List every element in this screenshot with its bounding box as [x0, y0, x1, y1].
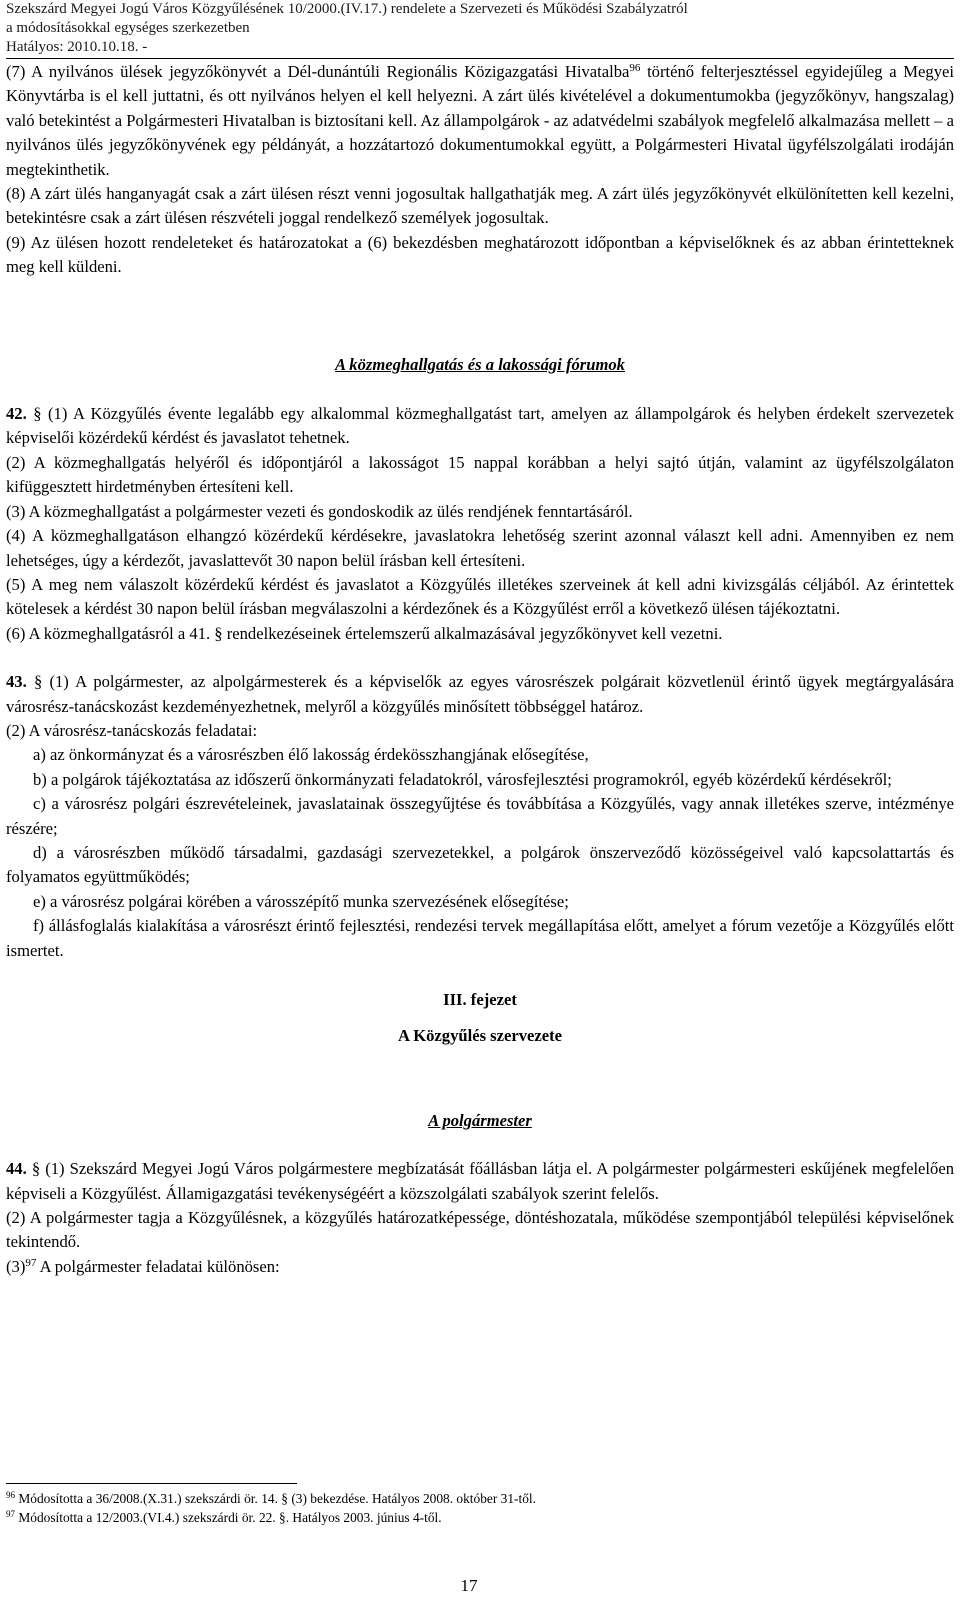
s42-paragraph-2: (2) A közmeghallgatás helyéről és időpontjáról a lakosságot 15 nappal korábban a helyi sajtó útján, valamint az ügyfélszolgálaton kifüggesztett hirdetményben értesíteni kell. — [6, 452, 954, 497]
footnote-ref-96[interactable]: 96 — [629, 62, 641, 74]
s43-item-f: f) állásfoglalás kialakítása a városrészt érintő fejlesztési, rendezési tervek megállapítása előtt, amelyet a fórum vezetője a Közgyűlés előtt ismertet. — [6, 916, 954, 960]
s44-paragraph-1: 44. § (1) Szekszárd Megyei Jogú Város polgármestere megbízatását főállásban látja el. A polgármester polgármesteri eskűjének megfelelően képviseli a Közgyűlést. Államigazgatási tevékenységéért a közszolgálati szabályok szerint felelős. — [6, 1159, 954, 1203]
header-subtitle: a módosításokkal egységes szerkezetben — [6, 20, 250, 36]
s43-item-a: a) az önkormányzat és a városrészben élő lakosság érdekösszhangjának elősegítése, — [33, 745, 589, 765]
s44-paragraph-2: (2) A polgármester tagja a Közgyűlésnek, a közgyűlés határozatképessége, döntéshozatala, működése szempontjából települési képviselőnek tekintendő. — [6, 1208, 954, 1252]
document-body — [6, 60, 954, 1279]
s42-paragraph-1: 42. § (1) A Közgyűlés évente legalább egy alkalommal közmeghallgatást tart, amelyen az állampolgárok és helyben érdekelt szervezetek képviselői közérdekű kérdést és javaslatot tehetnek. — [6, 404, 954, 448]
section-number-42: 42. — [6, 404, 27, 424]
s42-paragraph-4: (4) A közmeghallgatáson elhangzó közérdekű kérdésekre, javaslatokra lehetőség szerint azonnal választ kell adni. Amennyiben ez nem lehetséges, úgy a kérdezőt, javaslattevőt 30 napon belül írásban kell értesíteni. — [6, 526, 954, 570]
chapter-number: III. fejezet — [443, 990, 517, 1009]
section-number-44: 44. — [6, 1159, 27, 1179]
footnotes — [6, 1489, 954, 1527]
s43-paragraph-2: (2) A városrész-tanácskozás feladatai: — [6, 720, 258, 740]
header-title: Szekszárd Megyei Jogú Város Közgyűlésének 10/2000.(IV.17.) rendelete a Szervezeti és Működési Szabályzatról — [6, 1, 688, 17]
s44-paragraph-3: $(3)^{97}$ A polgármester feladatai különösen: — [6, 1256, 280, 1276]
s41-paragraph-9: (9) Az ülésen hozott rendeleteket és határozatokat a (6) bekezdésben meghatározott időpontban a képviselőknek és az abban érintetteknek meg kell küldeni. — [6, 232, 954, 277]
section-number-43: 43. — [6, 672, 27, 692]
footnote-96: $^{96}$ Módosította a 36/2008.(X.31.) szekszárdi ör. 14. § (3) bekezdése. Hatályos 2008. október 31-től. — [6, 1490, 537, 1506]
s43-item-e: e) a városrész polgárai körében a városszépítő munka szervezésének elősegítése; — [33, 891, 569, 911]
running-header — [6, 0, 954, 59]
header-effective-date: Hatályos: 2010.10.18. - — [6, 39, 148, 55]
s43-item-d: d) a városrészben működő társadalmi, gazdasági szervezetekkel, a polgárok önszerveződő közösségeivel való kapcsolattartás és folyamatos együttműködés; — [6, 842, 954, 887]
section-heading-polgarmester: A polgármester — [428, 1110, 532, 1130]
s41-paragraph-8: (8) A zárt ülés hanganyagát csak a zárt ülésen részt venni jogosultak hallgathatják meg. A zárt ülés jegyzőkönyvét elkülönítetten kell kezelni, betekintésre csak a zárt ülésen részvételi joggal rendelkező személyek jogosultak. — [6, 184, 954, 228]
s43-paragraph-1: 43. § (1) A polgármester, az alpolgármesterek és a képviselők az egyes városrészek polgárait közvetlenül érintő ügyek megtárgyalására városrész-tanácskozást kezdeményezhetnek, melyről a közgyűlés minősített többséggel határoz. — [6, 672, 954, 716]
s42-paragraph-5: (5) A meg nem válaszolt közérdekű kérdést és javaslatot a Közgyűlés illetékes szerveinek át kell adni kivizsgálás céljából. Az érintettek kötelesek a kérdést 30 napon belül írásban megválaszolni a kérdezőnek és a Közgyűlést erről a következő ülésen tájékoztatni. — [6, 574, 954, 619]
footnote-97: $^{97}$ Módosította a 12/2003.(VI.4.) szekszárdi ör. 22. §. Hatályos 2003. június 4-től. — [6, 1509, 442, 1525]
chapter-title: A Közgyűlés szervezete — [397, 1026, 563, 1046]
page-number: 17 — [460, 1576, 478, 1595]
footnote-ref-97[interactable]: 97 — [25, 1256, 37, 1269]
s43-item-b: b) a polgárok tájékoztatása az időszerű önkormányzati feladatokról, városfejlesztési programokról, egyéb közérdekű kérdésekről; — [33, 769, 892, 789]
s43-item-c: c) a városrész polgári észrevételeinek, javaslatainak összegyűjtése és továbbítása a Közgyűlés, vagy annak illetékes szerve, intézménye részére; — [6, 794, 954, 838]
s42-paragraph-3: (3) A közmeghallgatást a polgármester vezeti és gondoskodik az ülés rendjének fenntartásáról. — [6, 501, 633, 521]
s42-paragraph-6: (6) A közmeghallgatásról a 41. § rendelkezéseinek értelemszerű alkalmazásával jegyzőkönyvet kell vezetni. — [6, 623, 723, 643]
s41-paragraph-7: (7) A nyilvános ülések jegyzőkönyvét a Dél-dunántúli Regionális Közigazgatási Hivatalba$^{96}$ történő felterjesztéssel egyidejűleg a Megyei Könyvtárba is el kell juttatni, és ott nyilvános helyen el kell helyezni. A zárt ülés kivételével a dokumentumokba (jegyzőkönyv, hangszalag) való betekintést a Polgármesteri Hivatalban is biztosítani kell. Az állampolgárok - az adatvédelmi szabályok megfelelő alkalmazása mellett – a nyilvános ülés jegyzőkönyvének egy példányát, a hozzátartozó dokumentumokkal együtt, a Polgármesteri Hivatal ügyfélszolgálati irodáján megtekinthetik. — [6, 62, 954, 179]
footnote-separator — [6, 1483, 297, 1484]
section-heading-kozmeghallgatas: A közmeghallgatás és a lakossági fórumok — [335, 354, 625, 374]
